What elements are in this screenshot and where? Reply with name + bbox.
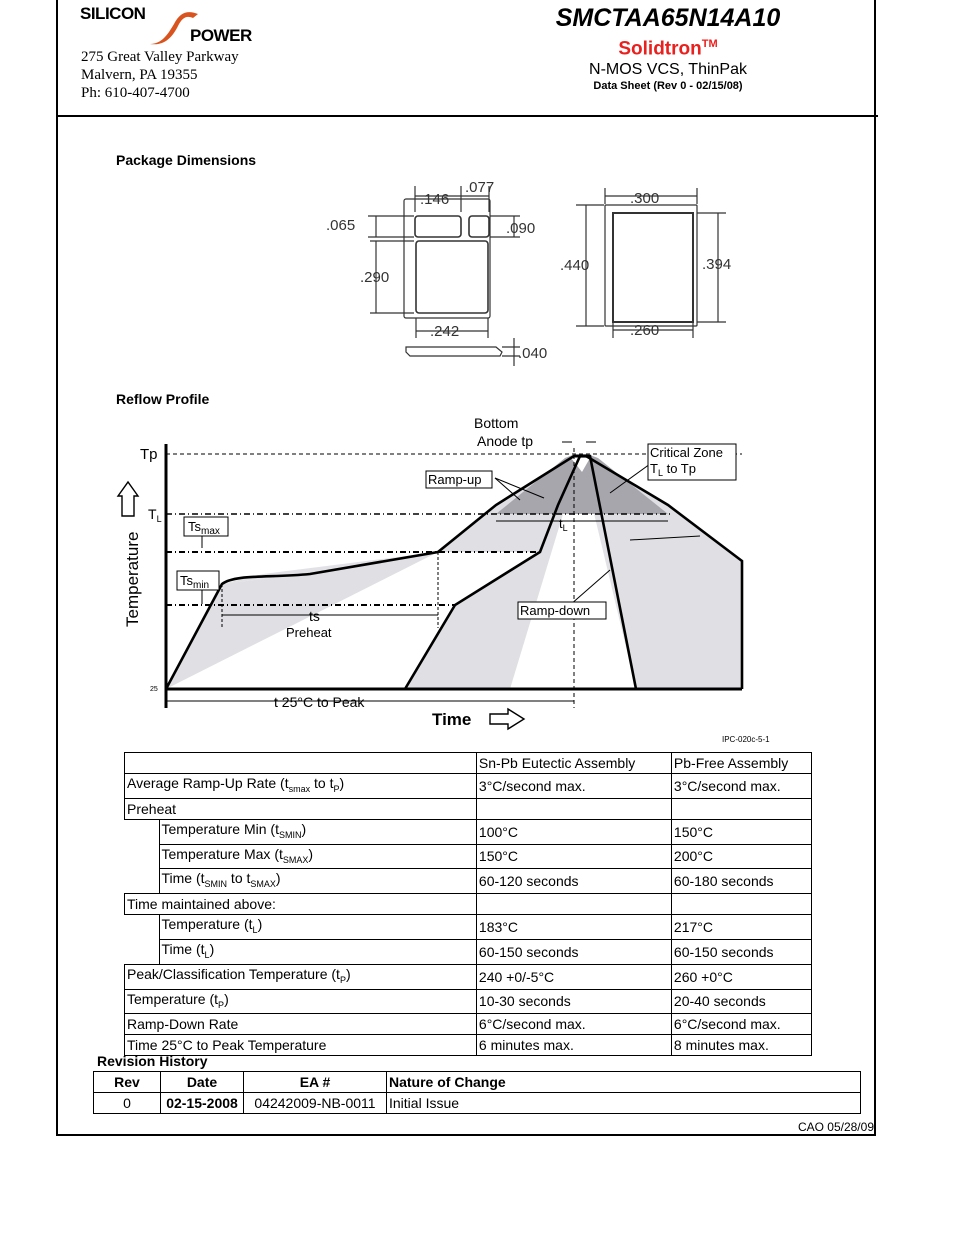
label-text: )	[345, 965, 351, 982]
date-header: Date	[161, 1072, 244, 1093]
reflow-table-header	[125, 753, 812, 774]
label-text: )	[209, 940, 215, 957]
label-text: Time (t	[161, 870, 205, 887]
pbfree-value: 60-180 seconds	[671, 869, 811, 894]
pbfree-value	[671, 798, 811, 819]
datasheet-revision: Data Sheet (Rev 0 - 02/15/08)	[593, 80, 743, 93]
label-subscript: SMIN	[278, 829, 302, 840]
brand-text: Solidtron	[618, 38, 702, 60]
part-number: SMCTAA65N14A10	[555, 4, 781, 32]
row-label	[125, 774, 477, 799]
anode-tp-label: Anode tp	[477, 433, 534, 449]
revision-history-title: Revision History	[97, 1053, 208, 1069]
pbfree-value: 6°C/second max.	[671, 1014, 811, 1035]
snpb-value: 10-30 seconds	[476, 989, 671, 1014]
pbfree-value: 20-40 seconds	[671, 989, 811, 1014]
label-text: to t	[310, 775, 334, 791]
ea-header: EA #	[244, 1072, 387, 1093]
preheat-label: Preheat	[286, 625, 332, 640]
row-label	[159, 915, 476, 940]
indent-cell	[125, 869, 160, 894]
label-subscript: L	[252, 924, 258, 935]
y25-label: 25	[150, 686, 158, 693]
pbfree-value: 8 minutes max.	[671, 1035, 811, 1056]
row-label	[125, 894, 477, 915]
dim-065: .065	[326, 217, 356, 234]
tl-to-tp-label: $T_L$ to Tp	[650, 461, 696, 478]
table-row	[125, 915, 812, 940]
dim-260: .260	[630, 322, 660, 339]
pbfree-value	[671, 894, 811, 915]
t25-label: t 25°C to Peak	[274, 694, 365, 710]
logo-line1: SILICON	[80, 4, 146, 23]
label-text: Time 25°C to Peak Temperature	[127, 1037, 327, 1054]
row-label	[125, 1014, 477, 1035]
main-pad	[416, 241, 488, 313]
indent-cell	[125, 915, 160, 940]
ts-label: ts	[309, 608, 320, 624]
label-subscript: smax	[288, 783, 311, 794]
label-text: )	[339, 775, 345, 791]
row-label	[159, 844, 476, 869]
label-text: to t	[227, 870, 251, 887]
label-text: )	[275, 870, 281, 887]
right-arrow-icon	[490, 709, 524, 729]
gate-pad	[415, 216, 461, 237]
label-text: )	[308, 845, 314, 862]
snpb-value: 6°C/second max.	[476, 1014, 671, 1035]
label-text: Time (t	[161, 940, 205, 957]
revision-table	[93, 1071, 861, 1114]
footer-reference: CAO 05/28/09	[797, 1120, 874, 1134]
brand-name	[500, 38, 836, 60]
nature-header: Nature of Change	[387, 1072, 861, 1093]
table-row	[125, 798, 812, 819]
label-text: Peak/Classification Temperature (t	[127, 965, 340, 982]
row-label	[125, 989, 477, 1014]
back-inner	[613, 213, 693, 322]
rev-header: Rev	[94, 1072, 161, 1093]
label-subscript: P	[218, 999, 225, 1010]
snpb-value: 240 +0/-5°C	[476, 964, 671, 989]
revision-row	[94, 1093, 861, 1114]
t-l-label: $t_L$	[559, 516, 568, 533]
table-row	[125, 819, 812, 844]
package-dimensions-title: Package Dimensions	[116, 152, 257, 168]
pbfree-value: 217°C	[671, 915, 811, 940]
tsmin-label: $Ts_{min}$	[180, 573, 210, 591]
table-row	[125, 869, 812, 894]
product-subtitle: N-MOS VCS, ThinPak	[589, 61, 747, 79]
table-row	[125, 894, 812, 915]
dim-394: .394	[702, 256, 732, 273]
company-address	[81, 48, 239, 102]
label-text: Average Ramp-Up Rate (t	[127, 775, 289, 791]
ramp-up-label: Ramp-up	[428, 472, 482, 487]
table-row	[125, 964, 812, 989]
bottom-label: Bottom	[474, 415, 519, 431]
label-subscript: P	[333, 783, 340, 794]
temperature-axis-label: Temperature	[123, 531, 142, 627]
indent-cell	[125, 844, 160, 869]
snpb-value: 150°C	[476, 844, 671, 869]
pbfree-value: 260 +0°C	[671, 964, 811, 989]
ea-cell: 04242009-NB-0011	[244, 1093, 387, 1114]
dim-290: .290	[360, 269, 390, 286]
up-arrow-icon	[118, 482, 138, 516]
snpb-value: 100°C	[476, 819, 671, 844]
row-label	[125, 798, 477, 819]
label-text: Temperature Min (t	[161, 820, 279, 837]
label-text: Temperature Max (t	[161, 845, 283, 862]
label-subscript: P	[339, 974, 346, 985]
table-row	[125, 939, 812, 964]
indent-cell	[125, 939, 160, 964]
label-text: Time maintained above:	[127, 896, 276, 913]
company-logo	[80, 4, 250, 48]
critical-zone-label: Critical Zone	[650, 445, 723, 460]
pbfree-value: 60-150 seconds	[671, 939, 811, 964]
address-line-1: 275 Great Valley Parkway	[81, 49, 239, 65]
dim-090: .090	[506, 220, 536, 237]
table-row	[125, 844, 812, 869]
ramp-down-label: Ramp-down	[520, 603, 591, 618]
row-label	[159, 939, 476, 964]
ipc-reference: IPC-020c-5-1	[722, 735, 770, 744]
row-label	[159, 819, 476, 844]
snpb-value	[476, 798, 671, 819]
row-label	[159, 869, 476, 894]
pbfree-value: 200°C	[671, 844, 811, 869]
logo-line2: POWER	[190, 26, 252, 45]
reflow-profile-title: Reflow Profile	[116, 391, 210, 407]
snpb-value: 60-150 seconds	[476, 939, 671, 964]
table-row	[125, 774, 812, 799]
rev-cell: 0	[94, 1093, 161, 1114]
label-text: Temperature (t	[127, 990, 219, 1007]
snpb-value: 183°C	[476, 915, 671, 940]
dim-440: .440	[560, 257, 590, 274]
label-subscript: SMAX	[250, 879, 276, 890]
dim-077: .077	[465, 179, 495, 196]
pbfree-value: 3°C/second max.	[671, 774, 811, 799]
snpb-value: 60-120 seconds	[476, 869, 671, 894]
table-row	[125, 1014, 812, 1035]
label-subscript: SMAX	[282, 854, 309, 865]
dim-146: .146	[420, 191, 450, 208]
indent-cell	[125, 819, 160, 844]
table-row	[125, 989, 812, 1014]
header-divider	[56, 115, 878, 117]
snpb-value: 3°C/second max.	[476, 774, 671, 799]
row-label	[125, 964, 477, 989]
label-text: )	[301, 820, 307, 837]
reflow-header-pbfree: Pb-Free Assembly	[671, 753, 811, 774]
dim-300: .300	[630, 190, 660, 207]
back-outline	[605, 205, 697, 326]
title-block	[500, 4, 836, 92]
package-drawing-front	[320, 176, 560, 366]
dim-040: .040	[518, 345, 548, 362]
time-axis-label: Time	[432, 710, 472, 729]
label-text: Preheat	[127, 800, 177, 817]
reflow-header-param	[125, 753, 477, 774]
tl-label: $T_L$	[148, 506, 162, 524]
reflow-table	[124, 752, 812, 1056]
reflow-profile-diagram	[110, 408, 800, 748]
label-text: )	[224, 990, 229, 1007]
table-row	[125, 1035, 812, 1056]
label-text: )	[257, 916, 263, 933]
reflow-header-snpb: Sn-Pb Eutectic Assembly	[476, 753, 671, 774]
pbfree-value: 150°C	[671, 819, 811, 844]
dim-242: .242	[430, 323, 460, 340]
address-line-2: Malvern, PA 19355	[81, 67, 198, 83]
address-line-3: Ph: 610-407-4700	[81, 85, 190, 101]
label-text: Temperature (t	[161, 916, 253, 933]
tsmax-label: $Ts_{max}$	[188, 519, 220, 537]
revision-header-row	[94, 1072, 861, 1093]
package-drawing-back	[556, 176, 756, 356]
snpb-value: 6 minutes max.	[476, 1035, 671, 1056]
label-text: Ramp-Down Rate	[127, 1016, 239, 1033]
brand-trademark: TM	[701, 38, 718, 50]
small-pad	[469, 216, 489, 237]
package-side-view	[406, 347, 502, 356]
date-cell: 02-15-2008	[161, 1093, 244, 1114]
label-subscript: L	[204, 949, 210, 960]
nature-cell: Initial Issue	[387, 1093, 861, 1114]
tp-label: Tp	[140, 446, 158, 463]
snpb-value	[476, 894, 671, 915]
label-subscript: SMIN	[204, 879, 228, 890]
